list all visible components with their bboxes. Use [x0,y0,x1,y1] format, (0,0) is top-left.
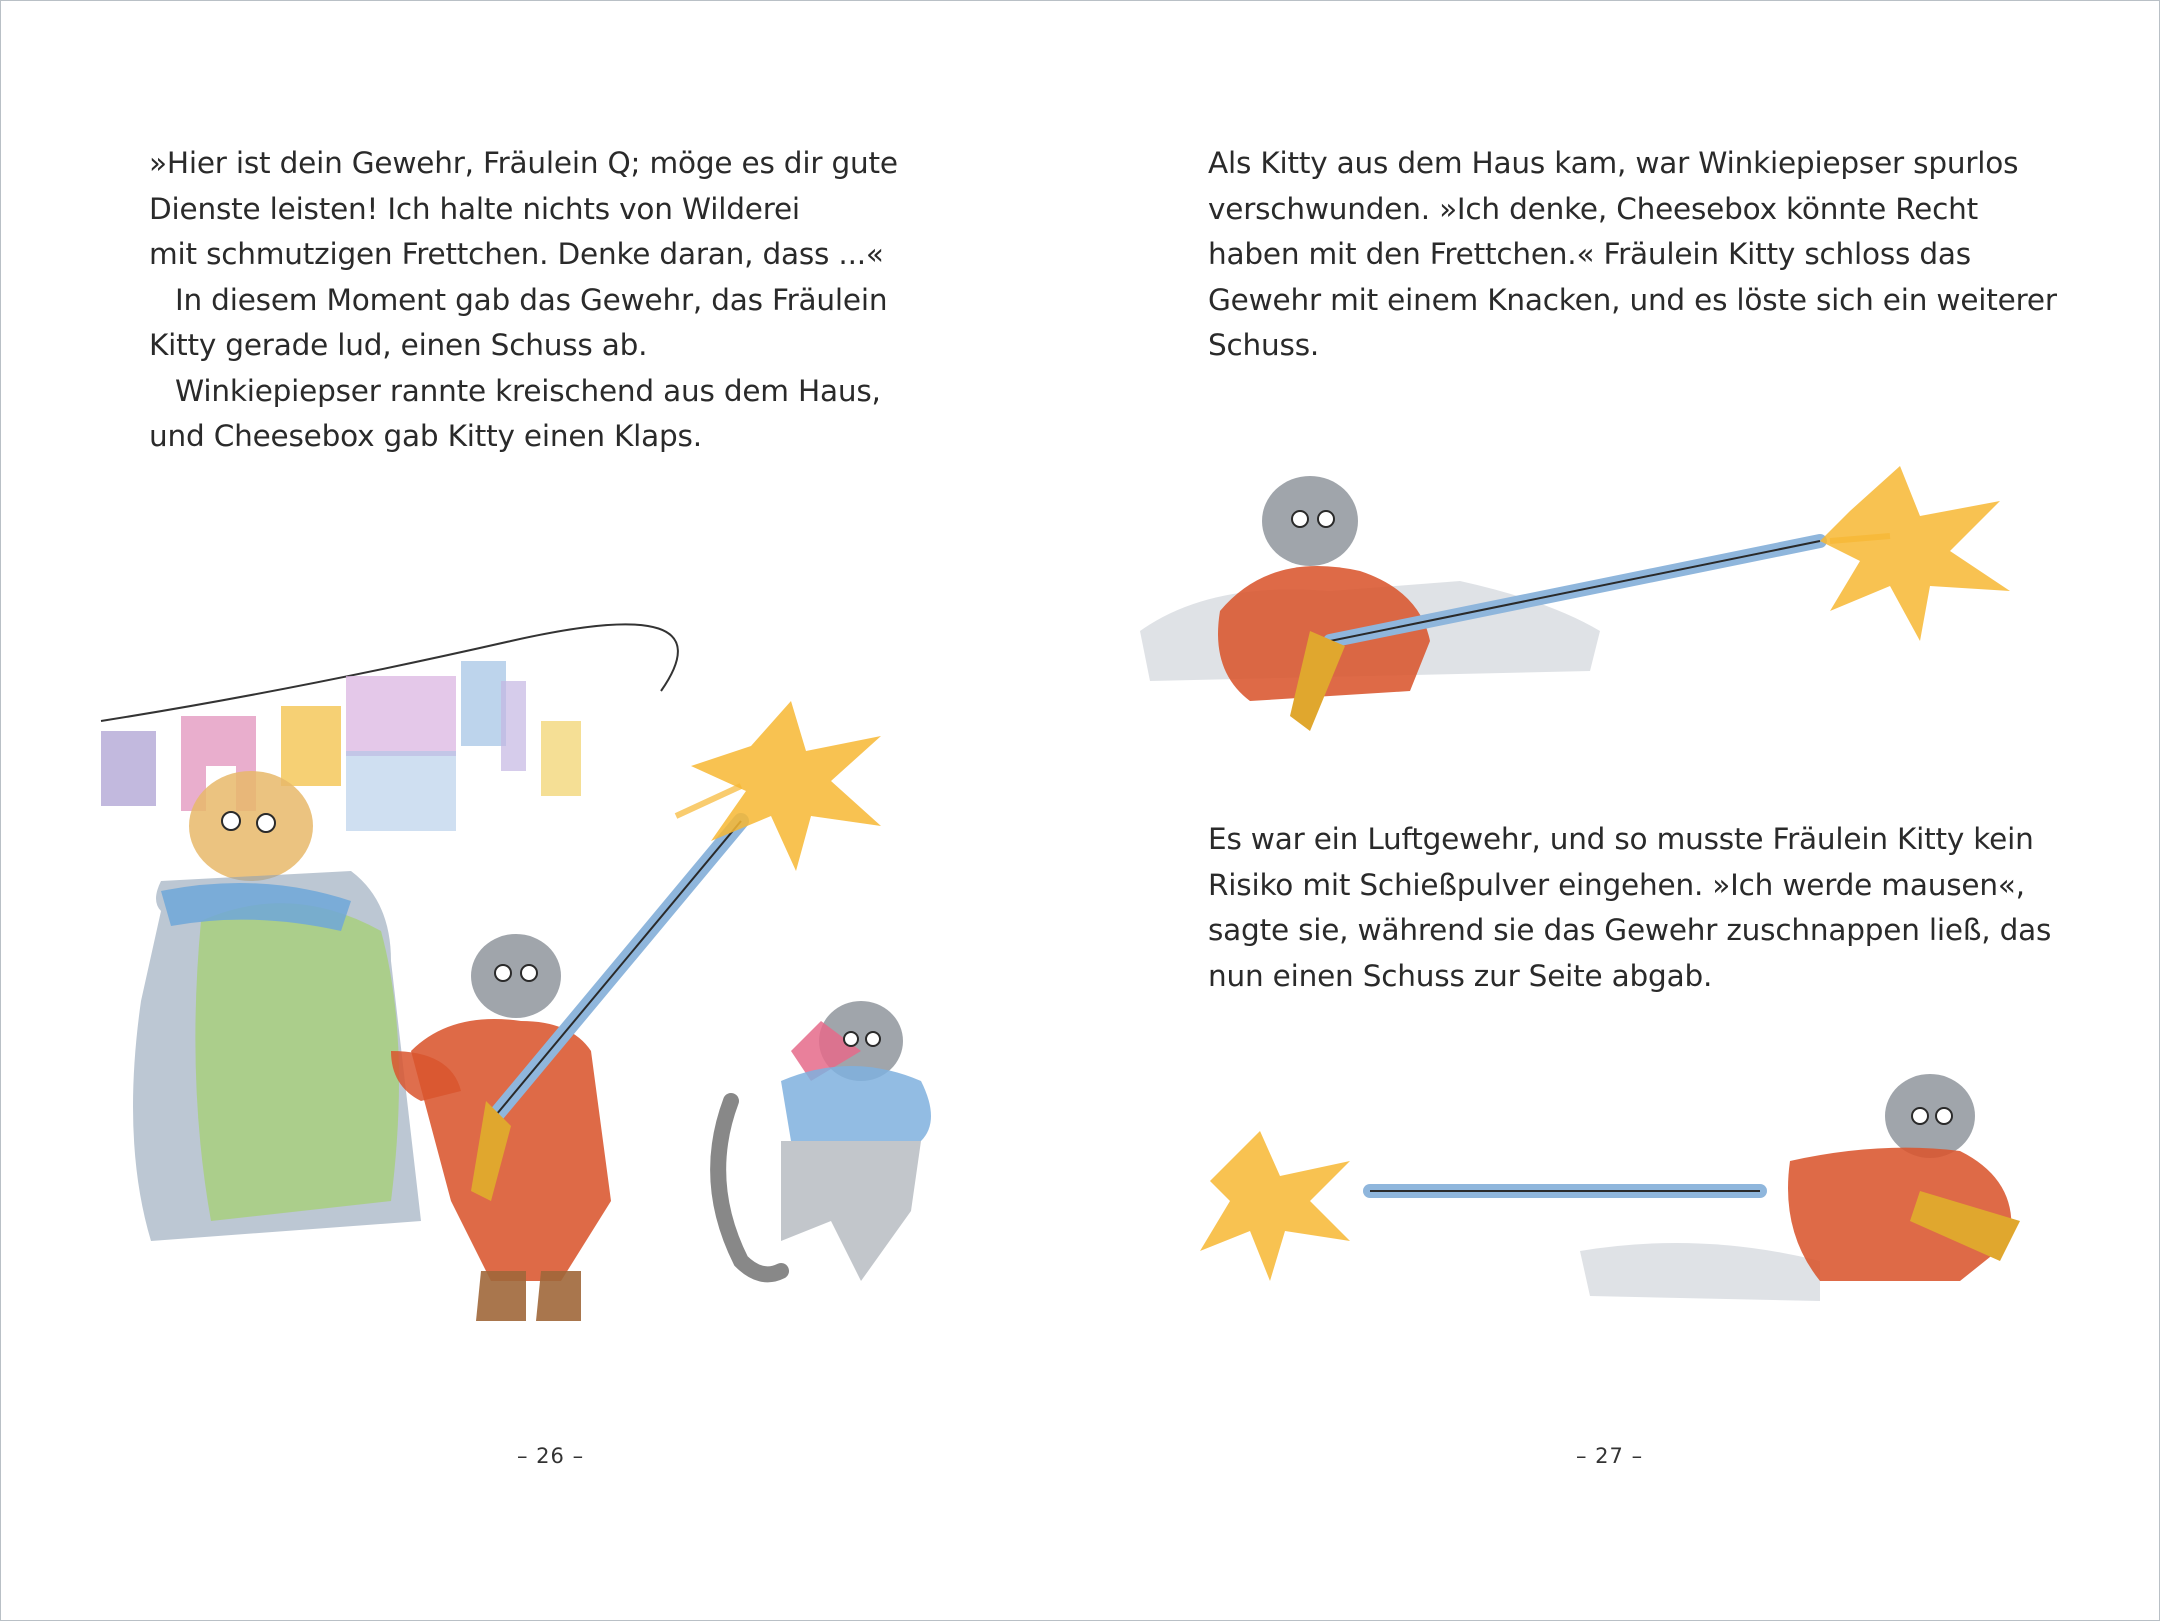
right-page-paragraph-2 [1208,817,2051,999]
text-line: verschwunden. »Ich denke, Cheesebox könnte Recht [1208,191,1979,226]
text-line: sagte sie, während sie das Gewehr zuschnappen ließ, das [1208,913,2052,947]
right-page [1080,1,2159,1620]
text-line: mit schmutzigen Frettchen. Denke daran, dass ...« [149,237,884,271]
watercolor-scene [1130,431,2110,731]
illustration-cat-firing-right [1130,431,2110,731]
text-line: In diesem Moment gab das Gewehr, das Fräulein [175,282,888,317]
watercolor-scene [1200,1061,2140,1321]
text-line: Risiko mit Schießpulver eingehen. »Ich werde mausen«, [1208,867,2025,902]
text-line: Winkiepiepser rannte kreischend aus dem Haus, [175,373,881,408]
illustration-cats-shooting-scene [91,581,1051,1381]
text-line: Schuss. [1208,328,1320,362]
right-page-paragraph-1 [1208,141,2057,369]
text-line: Dienste leisten! Ich halte nichts von Wilderei [149,191,800,226]
text-line: Es war ein Luftgewehr, und so musste Fräulein Kitty kein [1208,822,2034,856]
text-line: Kitty gerade lud, einen Schuss ab. [149,328,648,362]
page-number: – 26 – [517,1444,585,1468]
watercolor-scene [91,581,1051,1381]
text-line: nun einen Schuss zur Seite abgab. [1208,958,1713,993]
text-line: und Cheesebox gab Kitty einen Klaps. [149,419,702,453]
left-page [1,1,1080,1620]
text-line: Als Kitty aus dem Haus kam, war Winkiepiepser spurlos [1208,146,2019,180]
text-line: Gewehr mit einem Knacken, und es löste sich ein weiterer [1208,282,2057,317]
page-number: – 27 – [1576,1444,1644,1468]
left-page-text [149,141,898,460]
text-line: haben mit den Frettchen.« Fräulein Kitty schloss das [1208,237,1971,271]
text-line: »Hier ist dein Gewehr, Fräulein Q; möge es dir gute [149,146,898,180]
illustration-cat-firing-left [1200,1061,2140,1321]
